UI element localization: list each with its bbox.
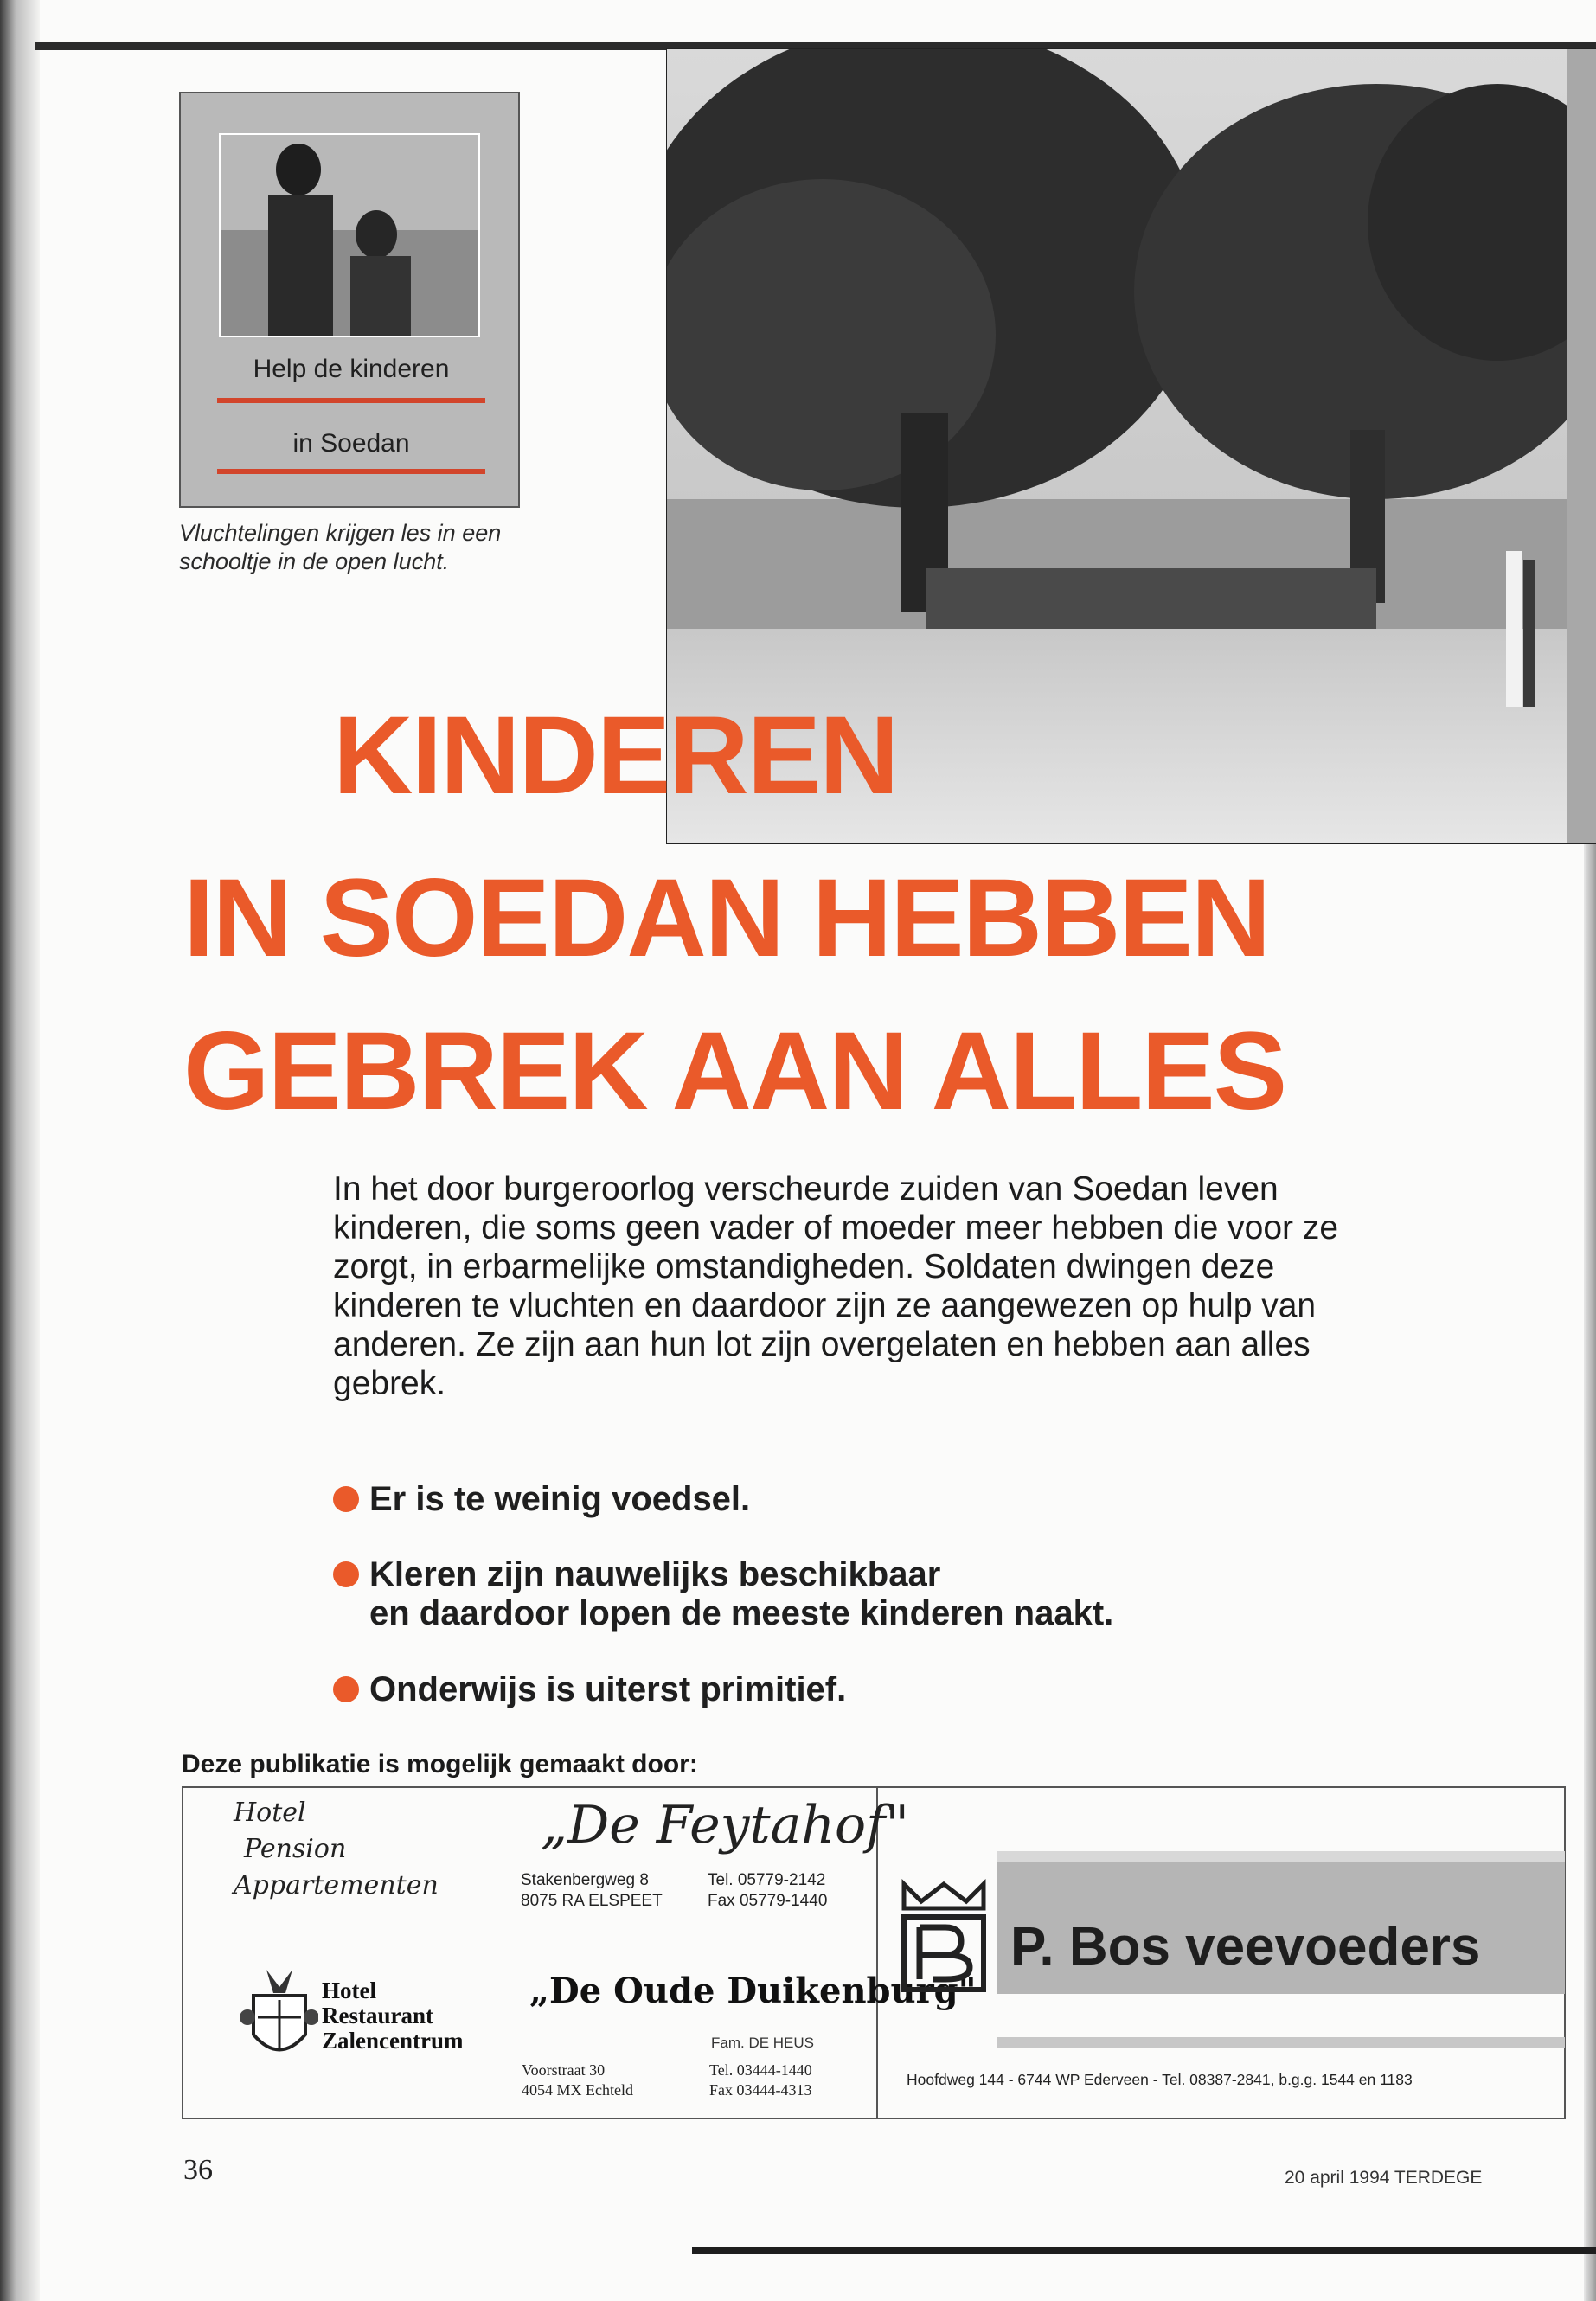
bullet-dot-icon (333, 1486, 359, 1512)
issue-footer: 20 april 1994 TERDEGE (1285, 2168, 1483, 2188)
oude-address (522, 2061, 633, 2100)
children-photo (219, 133, 480, 337)
body-text: In het door burgeroorlog verscheurde zuiden van Soedan leven kinderen, die soms geen vader of moeder meer hebben die voor ze zorgt, in erbarmelijke omstandigheden. Soldaten dwingen deze kinderen te vluchten en daardoor zijn ze aangewezen op hulp van anderen. Ze zijn aan hun lot zijn overgelaten en hebben aan alles gebrek. (333, 1170, 1339, 1402)
hotel-line: Appartementen (234, 1870, 439, 1900)
bullet-text: Kleren zijn nauwelijks beschikbaar (369, 1555, 941, 1593)
address-line: Stakenbergweg 8 (521, 1871, 649, 1889)
headline-line-2: IN SOEDAN HEBBEN (183, 856, 1270, 980)
hotel-line: Zalencentrum (322, 2028, 464, 2054)
hotel-line: Pension (244, 1834, 347, 1864)
help-box (179, 92, 520, 508)
bullet-dot-icon (333, 1676, 359, 1702)
hotel-line: Hotel (234, 1798, 306, 1828)
phone: Tel. 05779-2142 (708, 1871, 826, 1889)
oude-contact (709, 2061, 812, 2100)
feytahof-logo: „De Feytahof" (541, 1795, 909, 1856)
phone: Tel. 03444-1440 (709, 2061, 812, 2079)
fax: Fax 03444-4313 (709, 2081, 812, 2099)
sponsors-title: Deze publikatie is mogelijk gemaakt door: (182, 1750, 698, 1779)
bos-rule (997, 1851, 1565, 1862)
hotel-line: Restaurant (322, 2003, 433, 2029)
bullet-text: Er is te weinig voedsel. (369, 1480, 751, 1518)
red-rule (217, 398, 485, 403)
feytahof-contact (708, 1870, 827, 1912)
bos-logo-icon (895, 1875, 992, 1997)
oude-hotel-label (322, 1978, 463, 2054)
headline-line-1: KINDEREN (333, 694, 898, 817)
help-box-subtitle: in Soedan (292, 429, 410, 458)
photo-caption: Vluchtelingen krijgen les in een schooltje in de open lucht. (179, 520, 502, 574)
bottom-rule (692, 2247, 1596, 2254)
bullet-dot-icon (333, 1561, 359, 1587)
bullet-item (333, 1670, 846, 1709)
coat-of-arms-icon (240, 1965, 318, 2069)
bos-name: P. Bos veevoeders (1010, 1917, 1481, 1977)
oude-family: Fam. DE HEUS (711, 2035, 815, 2051)
address-line: Voorstraat 30 (522, 2061, 606, 2079)
fax: Fax 05779-1440 (708, 1892, 828, 1910)
headline-line-3: GEBREK AAN ALLES (183, 1009, 1286, 1133)
address-line: 4054 MX Echteld (522, 2081, 633, 2099)
red-rule (217, 469, 485, 474)
address-line: 8075 RA ELSPEET (521, 1892, 663, 1910)
feytahof-address (521, 1870, 663, 1912)
feytahof-hotel-label (234, 1795, 439, 1904)
bullet-item (333, 1554, 940, 1594)
oude-duikenburg-logo: „De Oude Duikenburg" (529, 1971, 977, 2011)
page-number: 36 (183, 2154, 213, 2186)
bos-rule (997, 2037, 1565, 2048)
bullet-continuation: en daardoor lopen de meeste kinderen naakt. (369, 1594, 1114, 1632)
bos-address: Hoofdweg 144 - 6744 WP Ederveen - Tel. 08387-2841, b.g.g. 1544 en 1183 (907, 2071, 1413, 2088)
page-left-edge (0, 0, 40, 2301)
help-box-title: Help de kinderen (253, 355, 450, 383)
hotel-line: Hotel (322, 1977, 376, 2003)
bullet-item (333, 1479, 750, 1519)
bullet-text: Onderwijs is uiterst primitief. (369, 1670, 847, 1708)
